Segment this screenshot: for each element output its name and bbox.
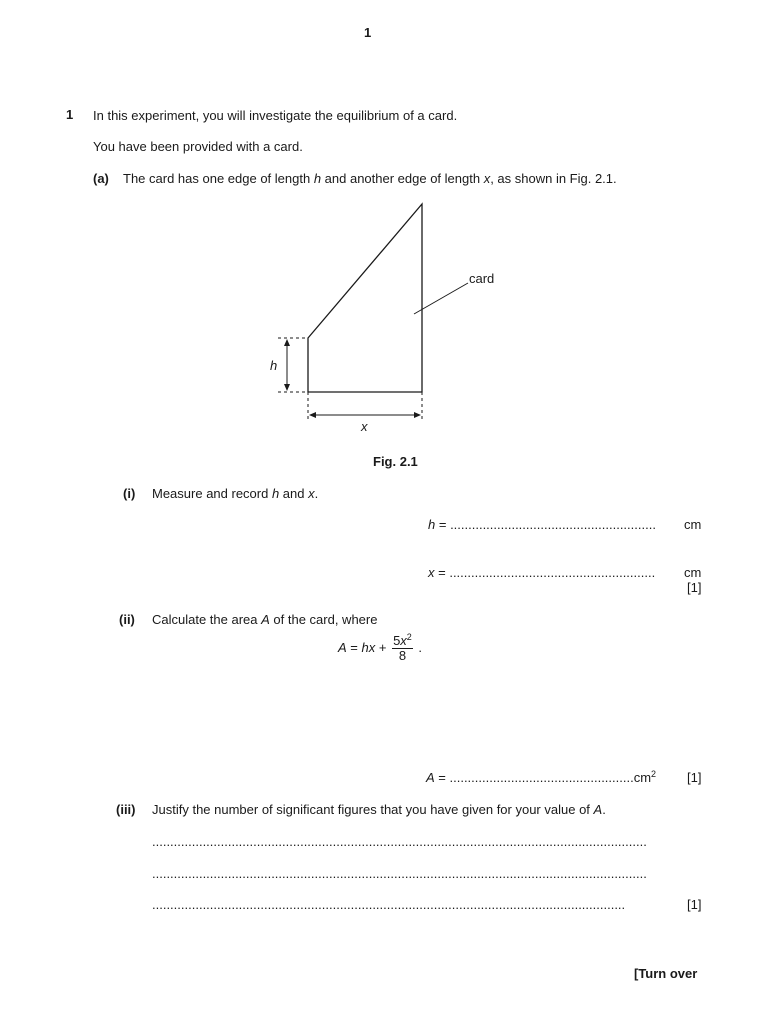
area-answer-unit: cm bbox=[633, 770, 652, 785]
area-answer-dots: ................................................... bbox=[449, 770, 634, 785]
part-iii-var-a: A bbox=[593, 802, 603, 817]
area-formula bbox=[338, 634, 422, 663]
h-arrow-bottom bbox=[284, 384, 290, 391]
part-ii-text-2: of the card, where bbox=[269, 612, 378, 627]
formula-plus: + bbox=[375, 640, 391, 655]
part-i-text-3: . bbox=[314, 486, 319, 501]
part-iii-mark: [1] bbox=[687, 897, 702, 912]
part-i-text-1: Measure and record bbox=[152, 486, 272, 501]
part-ii-var-a: A bbox=[261, 612, 270, 627]
part-i-label: (i) bbox=[123, 486, 136, 501]
h-label: h bbox=[270, 358, 278, 373]
x-arrow-left bbox=[309, 412, 316, 418]
x-answer-eq: = bbox=[434, 565, 450, 580]
h-answer-unit: cm bbox=[684, 517, 702, 532]
h-arrow-top bbox=[284, 339, 290, 346]
x-arrow-right bbox=[414, 412, 421, 418]
numerator-var: x bbox=[400, 633, 407, 649]
part-ii-mark: [1] bbox=[687, 770, 702, 785]
h-answer-dots: ......................................................... bbox=[450, 517, 656, 532]
part-a-var-h: h bbox=[313, 171, 322, 186]
part-a-text-3: , as shown in Fig. 2.1. bbox=[490, 171, 617, 186]
formula-fraction bbox=[392, 634, 413, 663]
part-a-text-2: and another edge of length bbox=[321, 171, 484, 186]
part-i-text-2: and bbox=[279, 486, 309, 501]
card-shape bbox=[308, 204, 422, 392]
fraction-denominator: 8 bbox=[398, 648, 407, 664]
part-i-var-h: h bbox=[271, 486, 280, 501]
part-i-text bbox=[152, 486, 318, 502]
part-iii-text-2: . bbox=[602, 802, 606, 817]
part-a-label: (a) bbox=[93, 171, 109, 186]
card-label: card bbox=[469, 271, 495, 286]
h-answer-var: h bbox=[428, 517, 436, 532]
justification-line-2[interactable]: ......................................................................................................................................... bbox=[152, 866, 647, 881]
part-iii-text-1: Justify the number of significant figures that you have given for your value of bbox=[152, 802, 594, 817]
x-answer-dots: ......................................................... bbox=[449, 565, 656, 580]
x-answer-var: x bbox=[428, 565, 435, 580]
numerator-coef: 5 bbox=[393, 633, 401, 649]
part-ii-text bbox=[152, 612, 377, 628]
part-i-var-x: x bbox=[308, 486, 315, 501]
figure-caption: Fig. 2.1 bbox=[373, 454, 418, 469]
part-iii-text bbox=[152, 802, 606, 818]
x-label: x bbox=[361, 419, 368, 434]
h-answer-eq: = bbox=[435, 517, 451, 532]
area-answer-eq: = bbox=[434, 770, 450, 785]
formula-end: . bbox=[414, 640, 423, 655]
area-answer-var: A bbox=[426, 770, 435, 785]
area-answer-unit-exp: 2 bbox=[651, 769, 657, 779]
x-answer-line[interactable] bbox=[428, 565, 655, 581]
question-intro: In this experiment, you will investigate the equilibrium of a card. bbox=[93, 108, 458, 123]
x-answer-unit: cm bbox=[684, 565, 702, 580]
part-a-text-1: The card has one edge of length bbox=[123, 171, 314, 186]
part-ii-label: (ii) bbox=[119, 612, 135, 627]
formula-lhs: A bbox=[338, 640, 347, 655]
part-i-mark: [1] bbox=[687, 580, 702, 595]
justification-line-1[interactable]: ......................................................................................................................................... bbox=[152, 834, 647, 849]
part-ii-text-1: Calculate the area bbox=[152, 612, 262, 627]
formula-hx: hx bbox=[361, 640, 376, 655]
question-provided: You have been provided with a card. bbox=[93, 139, 303, 154]
numerator-exp: 2 bbox=[406, 632, 412, 643]
h-answer-line[interactable] bbox=[428, 517, 656, 533]
formula-eq: = bbox=[346, 640, 362, 655]
part-iii-label: (iii) bbox=[116, 802, 136, 817]
question-number: 1 bbox=[66, 107, 74, 122]
turn-over: [Turn over bbox=[634, 966, 698, 981]
page-number: 1 bbox=[364, 25, 372, 40]
area-answer-line[interactable] bbox=[426, 770, 656, 786]
part-a-var-x: x bbox=[483, 171, 491, 186]
fraction-numerator bbox=[392, 634, 413, 649]
justification-line-3[interactable]: ................................................................................................................................... bbox=[152, 897, 626, 912]
